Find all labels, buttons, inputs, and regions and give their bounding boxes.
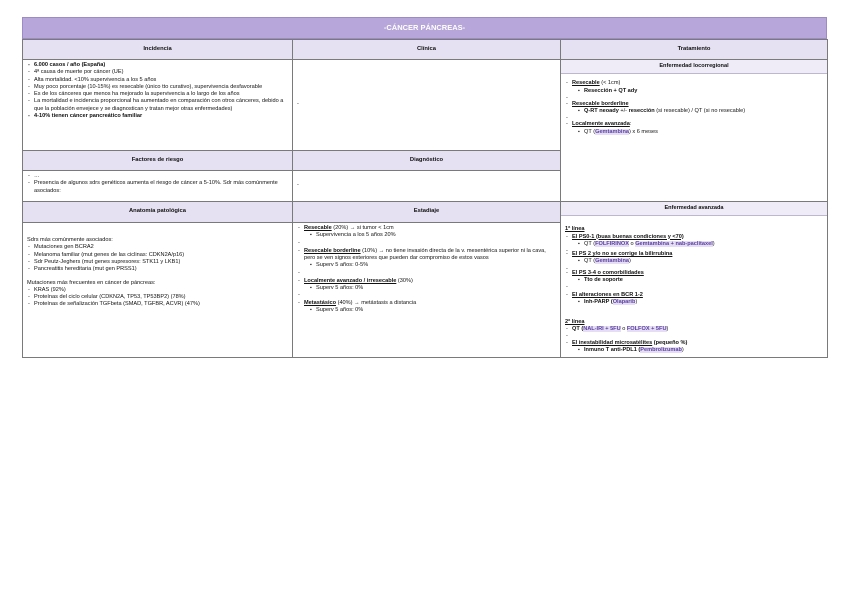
drug-gemtambina: Gemtambina	[595, 128, 629, 135]
sublist	[304, 307, 556, 314]
list-item	[572, 80, 823, 95]
brca-text-a: Inh-PARP (	[584, 299, 613, 306]
cell-anatomia	[23, 223, 293, 358]
list-item: - Pancreatitis hereditaria (mut gen PRSS1)	[34, 266, 288, 273]
localmente-text-b: ) x 6 meses	[628, 128, 658, 135]
sublist	[572, 241, 823, 248]
list-item: ▪ Resección + QT ady	[584, 88, 823, 95]
list-item: - Mutaciones gen BCRA2	[34, 244, 288, 251]
list-item	[572, 101, 823, 116]
header-factores: Factores de riesgo	[23, 151, 293, 171]
diagnostico-text: -	[297, 182, 299, 189]
localmente-extra: :	[629, 121, 632, 128]
list-item: - Sdr Peutz-Jeghers (mut genes supresores: STK11 y LKB1)	[34, 259, 288, 266]
header-tratamiento: Tratamiento	[561, 40, 828, 60]
list-item: - Melanoma familiar (mut genes de las ciclinas: CDKN2A/p16)	[34, 252, 288, 259]
list-item: ▪ Superv 5 años: 0%	[316, 285, 556, 292]
list-item: - Alta mortalidad. <10% supervivencia a los 5 años	[34, 77, 288, 84]
drug-nal-iri: NAL-IRI + 5FU	[583, 325, 621, 332]
linea1-label: 1ª línea	[565, 226, 585, 233]
cell-clinica	[293, 60, 561, 151]
spacer	[572, 333, 823, 340]
list-item: - Proteínas del ciclo celular (CDKN2A, TP53, TP53BP2) (78%)	[34, 294, 288, 301]
list-item	[304, 225, 556, 240]
muts-title: Mutaciones más frecuentes en cáncer de páncreas:	[27, 279, 156, 286]
list-item	[584, 241, 823, 248]
list-item: ▪ Tto de soporte	[584, 277, 823, 284]
stage-resecable: Resecable	[304, 225, 332, 232]
localmente-label: Localmente avanzada	[572, 121, 630, 128]
resecable-label: Resecable	[572, 80, 600, 87]
ps01-text-a: QT (	[584, 240, 596, 247]
drug-folfox: FOLFOX + 5FU	[626, 325, 667, 332]
stage-borderline-text: (10%) → no tiene invasión directa de la v. mesentérica superior ni la cava, pero se ven signos exteriores que pueden dar compromiso de estos vasos	[304, 247, 546, 261]
document-sheet	[22, 17, 827, 358]
list-item	[572, 234, 823, 249]
borderline-treatment-c: resección	[628, 108, 655, 115]
stage-localmente: Localmente avanzado / irresecable	[304, 277, 397, 284]
list-item	[572, 340, 823, 355]
list-item	[584, 347, 823, 354]
resecable-extra: (< 1cm)	[599, 80, 621, 87]
borderline-label: Resecable borderline	[572, 100, 629, 107]
avanzada-title: Enfermedad avanzada	[561, 202, 827, 216]
stage-metastasico-text: (40%) → metástasis a distancia	[336, 300, 417, 307]
estadiaje-list	[297, 225, 556, 314]
sdrs-list	[27, 244, 288, 273]
list-item	[584, 108, 823, 115]
muts-list	[27, 287, 288, 309]
sublist	[572, 347, 823, 354]
list-item	[304, 248, 556, 270]
drug-gemtambina: Gemtambina	[595, 258, 629, 265]
ps01-text-b: o	[628, 240, 636, 247]
spacer	[572, 284, 823, 292]
localmente-text-a: QT (	[584, 128, 596, 135]
sublist	[304, 262, 556, 269]
ps01-text-c: )	[712, 240, 715, 247]
linea1-list	[565, 234, 823, 307]
header-incidencia: Incidencia	[23, 40, 293, 60]
sdrs-title: Sdrs más comúnmente asociados:	[27, 237, 113, 244]
header-anatomia: Anatomía patológica	[23, 202, 293, 223]
sublist	[572, 108, 823, 115]
header-diagnostico: Diagnóstico	[293, 151, 561, 171]
list-item: - Presencia de algunos sdrs genéticos aumenta el riesgo de cáncer a 5-10%. Sdr más comúnmente asociados:	[34, 180, 288, 195]
borderline-treatment-d: (si resecable) / QT (si no resecable)	[654, 108, 746, 115]
locorregional-list	[565, 80, 823, 136]
header-clinica: Clínica	[293, 40, 561, 60]
drug-olaparib: Olaparib	[612, 299, 636, 306]
stage-metastasico: Metastásico	[304, 300, 337, 307]
list-item: - Muy poco porcentaje (10-15%) es resecable (único tto curativo), supervivencia desfavorable	[34, 84, 288, 91]
list-item: - 6.000 casos / año (España)	[34, 62, 288, 69]
list-item: ▪ Superv 5 años: 0-5%	[316, 262, 556, 269]
page-title: -CÁNCER PÁNCREAS-	[22, 17, 827, 39]
spacer	[565, 307, 823, 319]
msi-label: El inestabilidad microsatélites	[572, 340, 653, 347]
list-item: ▪ Supervivencia a los 5 años 20%	[316, 232, 556, 239]
spacer	[304, 240, 556, 248]
sublist	[572, 277, 823, 284]
list-item	[584, 299, 823, 306]
linea2-list	[565, 326, 823, 355]
list-item	[304, 300, 556, 315]
msi-text-b: )	[681, 347, 684, 354]
list-item	[572, 270, 823, 285]
borderline-treatment-a: Q-RT neoady	[584, 108, 619, 115]
drug-gemtambina-nab: Gemtambina + nab-paclitaxel	[635, 240, 713, 247]
factores-list	[27, 173, 288, 195]
drug-folfirinox: FOLFIRINOX	[595, 240, 629, 247]
list-item: - 4ª causa de muerte por cáncer (UE)	[34, 69, 288, 76]
l2-text-b: o	[620, 325, 627, 332]
spacer	[304, 270, 556, 278]
stage-resecable-text: (20%) → si tumor < 1cm	[331, 225, 394, 232]
spacer	[304, 292, 556, 300]
sublist	[304, 232, 556, 239]
brca-text-b: )	[635, 299, 638, 306]
locorregional-title: Enfermedad locorregional	[561, 60, 827, 74]
cell-incidencia	[23, 60, 293, 151]
linea2-label: 2ª línea	[565, 318, 585, 325]
cell-tratamiento-locorregional	[561, 60, 828, 202]
ps2-text-b: )	[628, 258, 631, 265]
ps3-label: El PS 3-4 o comorbilidades	[572, 269, 644, 276]
cell-factores	[23, 171, 293, 202]
l2-text-c: )	[666, 325, 669, 332]
list-item	[304, 278, 556, 293]
ps2-label: El PS 2 y/o no se corrige la bilirrubina	[572, 251, 673, 258]
list-item: - Es de los cánceres que menos ha mejorado la supervivencia a lo largo de los años	[34, 91, 288, 98]
drug-pembrolizumab: Pembrolizumab	[640, 347, 682, 354]
list-item: - La mortalidad e incidencia proporcional ha aumentado en comparación con otros cánceres, debido a que la población envejece y se diagnostican y tratan mejor otras enfermedades)	[34, 98, 288, 113]
stage-borderline: Resecable borderline	[304, 247, 361, 254]
list-item: - Proteínas de señalización TGFbeta (SMAD, TGFBR, ACVR) (47%)	[34, 301, 288, 308]
stage-localmente-text: (30%)	[396, 277, 413, 284]
brca-label: El alteraciones en BCR 1-2	[572, 292, 643, 299]
list-item	[572, 251, 823, 266]
list-item	[572, 292, 823, 307]
header-estadiaje: Estadiaje	[293, 202, 561, 223]
msi-text-a: Inmuno T anti-PDL1 (	[584, 347, 641, 354]
ps01-label: El PS0-1 (buas buenas condiciones y <70)	[572, 233, 684, 240]
cell-estadiaje	[293, 223, 561, 358]
list-item	[584, 129, 823, 136]
list-item: - KRAS (92%)	[34, 287, 288, 294]
sublist	[304, 285, 556, 292]
summary-table	[22, 39, 828, 358]
msi-extra: (pequeño %)	[652, 340, 688, 347]
clinica-text: -	[297, 101, 299, 108]
borderline-treatment-b: +/-	[618, 108, 629, 115]
sublist	[572, 258, 823, 265]
l2-text-a: QT (	[572, 325, 584, 332]
sublist	[572, 88, 823, 95]
sublist	[572, 299, 823, 306]
ps2-text-a: QT (	[584, 258, 596, 265]
list-item: - …	[34, 173, 288, 180]
list-item	[584, 258, 823, 265]
cell-tratamiento-avanzada	[561, 202, 828, 358]
sublist	[572, 129, 823, 136]
list-item	[572, 121, 823, 136]
incidencia-list	[27, 62, 288, 120]
list-item	[572, 326, 823, 333]
list-item: ▪ Superv 5 años: 0%	[316, 307, 556, 314]
list-item: - 4-10% tienen cáncer pancreático familiar	[34, 113, 288, 120]
cell-diagnostico	[293, 171, 561, 202]
